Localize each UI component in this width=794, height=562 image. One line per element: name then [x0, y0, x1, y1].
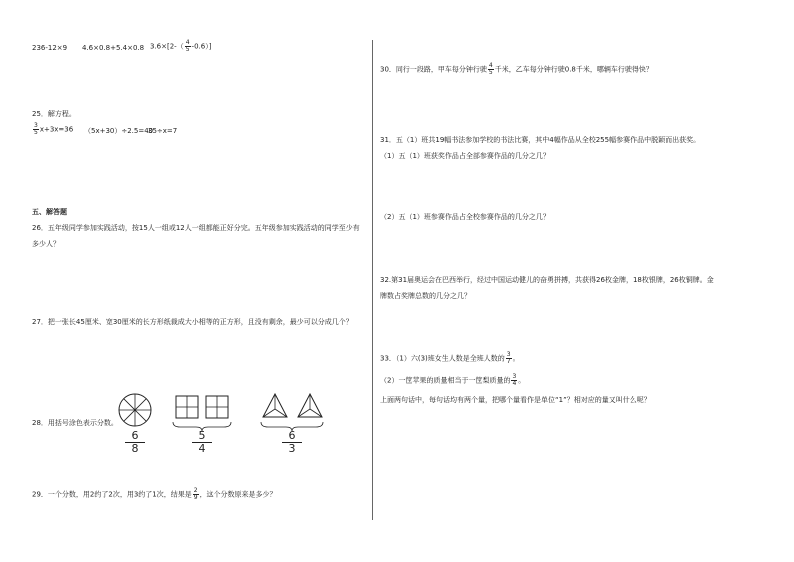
- q29-text: 29．一个分数，用2约了2次，用3约了1次，结果是 $\frac{2}{9}$ ，这个分数原来是多少？: [32, 487, 277, 501]
- q33-sub-2: （2）一筐苹果的质量相当于一筐梨质量的 $\frac{3}{4}$ 。: [380, 373, 526, 387]
- squares-quarters-shape: [173, 396, 231, 431]
- q25-title: 25．解方程。: [32, 110, 76, 118]
- q27-text: 27．把一张长45厘米、宽30厘米的长方形纸裁成大小相等的正方形，且没有剩余，最少可以分成几个？: [32, 318, 353, 326]
- q28-text: 28．用括号涂色表示分数。: [32, 419, 118, 427]
- calc-expression-2: 4.6×0.8+5.4×0.8: [82, 44, 145, 52]
- q30-text: 30．同行一段路，甲车每分钟行驶 $\frac{4}{5}$ 千米，乙车每分钟行驶0.8千米，哪辆车行驶得快？: [380, 62, 653, 76]
- q32-text-line-1: 32.第31届奥运会在巴西举行，经过中国运动健儿的奋勇拼搏，共获得26枚金牌，18枚银牌，26枚铜牌。金: [380, 276, 714, 284]
- fraction: $\frac{4}{5}$: [488, 62, 493, 76]
- q26-text-line-2: 多少人？: [32, 240, 60, 248]
- q25-equation-2: （5x+30）÷2.5=40: [84, 127, 154, 135]
- fraction: $\frac{3}{7}$: [506, 351, 511, 365]
- fraction: $\frac{4}{5}$: [185, 39, 190, 53]
- fraction: $\frac{3}{4}$: [512, 373, 517, 387]
- q32-text-line-2: 牌数占奖牌总数的几分之几？: [380, 292, 471, 300]
- q28-fraction-3: 6 3: [282, 430, 302, 455]
- triangles-thirds-shape: [261, 394, 323, 431]
- q26-text-line-1: 26．五年级同学参加实践活动，按15人一组或12人一组都能正好分完。五年级参加实践活动的同学至少有: [32, 224, 360, 232]
- calc-expression-1: 236-12×9: [32, 44, 68, 52]
- q25-equation-1: $\frac{3}{5}$ x+3x=36: [34, 122, 74, 136]
- fraction: $\frac{3}{5}$: [34, 122, 38, 136]
- q25-equation-3: 35÷x=7: [148, 127, 178, 135]
- column-divider: [372, 40, 373, 520]
- q31-sub-1: （1）五（1）班获奖作品占全部参赛作品的几分之几？: [380, 152, 550, 160]
- q33-sub-1: 33．（1）六(3)班女生人数是全班人数的 $\frac{3}{7}$ 。: [380, 351, 520, 365]
- q33-text-line-3: 上面两句话中，每句话均有两个量，把哪个量看作是单位“1”？相对应的量又叫什么呢？: [380, 396, 651, 404]
- calc-expression-3: 3.6×[2-（ $\frac{4}{5}$ -0.6）]: [150, 39, 212, 53]
- q28-fraction-2: 5 4: [192, 430, 212, 455]
- section-5-heading: 五、解答题: [32, 208, 67, 216]
- fraction: $\frac{2}{9}$: [193, 487, 198, 501]
- q31-text: 31．五（1）班共19幅书法参加学校的书法比赛，其中4幅作品从全校255幅参赛作品中脱颖而出获奖。: [380, 136, 701, 144]
- q28-figures: [110, 390, 350, 460]
- circle-eighths-shape: [119, 394, 151, 426]
- q31-sub-2: （2）五（1）班参赛作品占全校参赛作品的几分之几？: [380, 213, 550, 221]
- q28-fraction-1: 6 8: [125, 430, 145, 455]
